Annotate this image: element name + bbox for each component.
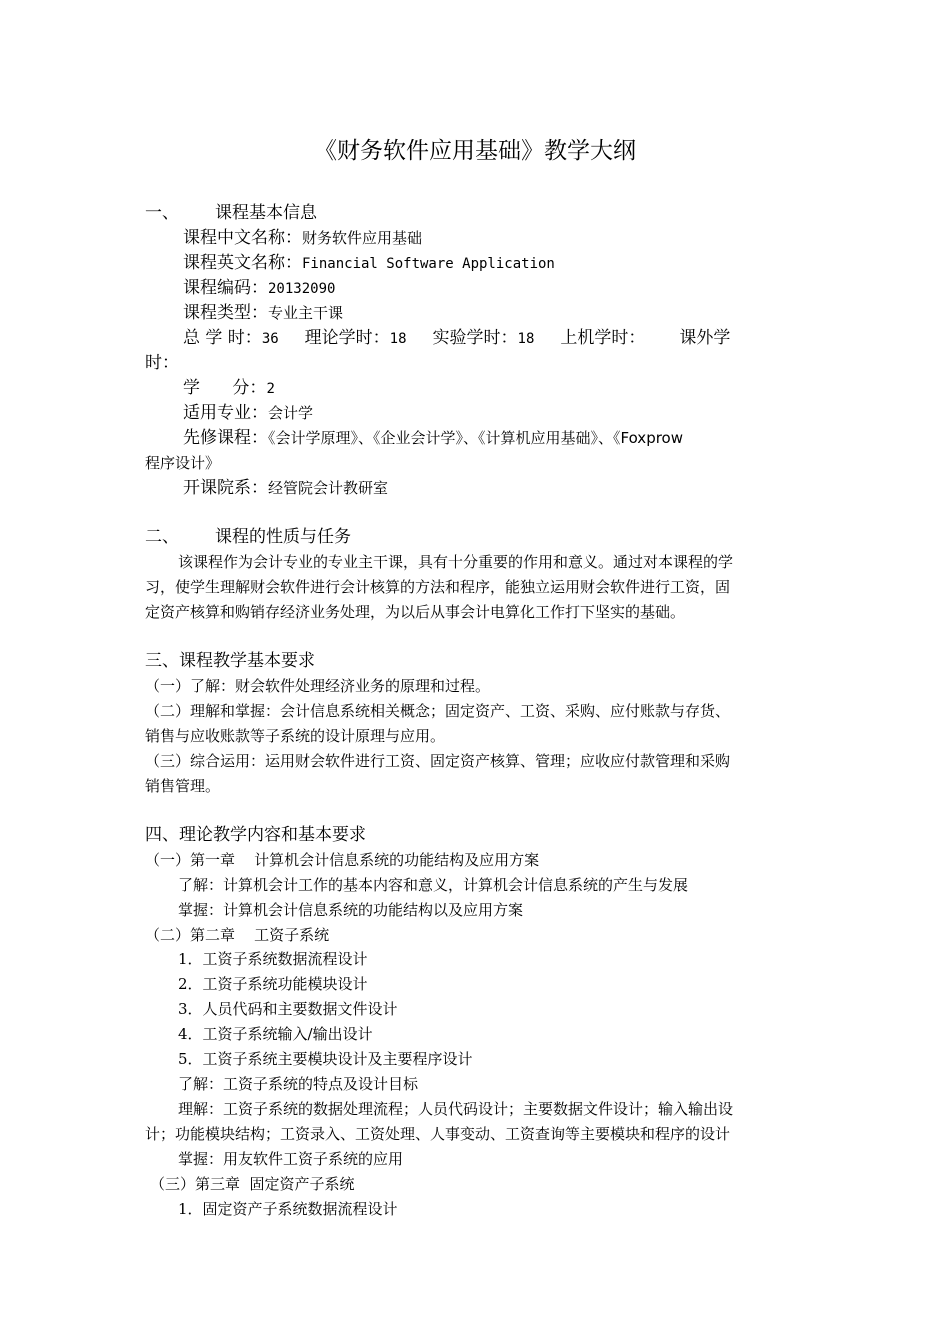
course-type-row [183, 301, 343, 325]
course-code-value: 20132090 [268, 281, 336, 297]
section-3-item-2-cont: 销售与应收账款等子系统的设计原理与应用。 [145, 727, 446, 745]
hours-extra-label: 课外学 [679, 328, 731, 348]
section-2-number: 二、 [145, 527, 179, 547]
chapter-2-understand: 了解：工资子系统的特点及设计目标 [178, 1075, 419, 1093]
chapter-1-title: （一）第一章 计算机会计信息系统的功能结构及应用方案 [145, 851, 540, 869]
course-en-name-row [183, 251, 555, 276]
chapter-3-item-1: 1．固定资产子系统数据流程设计 [178, 1200, 398, 1218]
course-cn-name-label: 课程中文名称： [183, 228, 302, 248]
section-3-item-3: （三）综合运用：运用财会软件进行工资、固定资产核算、管理；应收应付款管理和采购 [145, 752, 731, 770]
prereq-value-line1: 《会计学原理》、《企业会计学》、《计算机应用基础》、《Foxprow [268, 429, 683, 447]
course-en-name-label: 课程英文名称： [183, 253, 302, 273]
prereq-value-line2: 程序设计》 [145, 454, 221, 472]
chapter-2-item-3: 3．人员代码和主要数据文件设计 [178, 1000, 398, 1018]
course-cn-name-row [183, 226, 422, 250]
prereq-label: 先修课程： [183, 428, 268, 448]
course-code-label: 课程编码： [183, 278, 268, 298]
course-hours-row [183, 326, 730, 351]
course-code-row [183, 276, 335, 301]
course-en-name-value: Financial Software Application [302, 256, 555, 272]
dept-label: 开课院系： [183, 478, 268, 498]
section-2-paragraph-line3: 定资产核算和购销存经济业务处理，为以后从事会计电算化工作打下坚实的基础。 [145, 603, 686, 621]
section-3-item-1: （一）了解：财会软件处理经济业务的原理和过程。 [145, 677, 491, 695]
prereq-row [183, 426, 683, 450]
hours-computer-label: 上机学时： [560, 328, 646, 348]
section-2-heading [145, 525, 351, 549]
chapter-2-comprehend-line1: 理解：工资子系统的数据处理流程；人员代码设计；主要数据文件设计；输入输出设 [178, 1100, 734, 1118]
dept-row [183, 476, 388, 500]
chapter-2-comprehend-line2: 计；功能模块结构；工资录入、工资处理、人事变动、工资查询等主要模块和程序的设计 [145, 1125, 731, 1143]
chapter-3-title: （三）第三章 固定资产子系统 [150, 1175, 355, 1193]
section-2-paragraph-line2: 习，使学生理解财会软件进行会计核算的方法和程序，能独立运用财会软件进行工资，固 [145, 578, 731, 596]
hours-lab-value: 18 [517, 331, 535, 347]
course-cn-name-value: 财务软件应用基础 [302, 229, 423, 247]
major-value: 会计学 [268, 404, 314, 422]
chapter-2-item-5: 5．工资子系统主要模块设计及主要程序设计 [178, 1050, 473, 1068]
document-title: 《财务软件应用基础》教学大纲 [314, 138, 636, 164]
section-3-item-3-cont: 销售管理。 [145, 777, 221, 795]
course-type-label: 课程类型： [183, 303, 268, 323]
chapter-2-title: （二）第二章 工资子系统 [145, 926, 330, 944]
major-label: 适用专业： [183, 403, 268, 423]
section-4-heading: 四、理论教学内容和基本要求 [145, 825, 366, 845]
credit-value: 2 [266, 381, 275, 397]
credit-label: 学 分： [183, 378, 267, 398]
chapter-2-item-4: 4．工资子系统输入/输出设计 [178, 1025, 373, 1043]
chapter-2-item-2: 2．工资子系统功能模块设计 [178, 975, 368, 993]
section-1-title: 课程基本信息 [215, 203, 317, 223]
chapter-2-item-1: 1．工资子系统数据流程设计 [178, 950, 368, 968]
hours-theory-value: 18 [389, 331, 407, 347]
section-1-number: 一、 [145, 203, 179, 223]
chapter-1-master: 掌握：计算机会计信息系统的功能结构以及应用方案 [178, 901, 524, 919]
credit-row [183, 376, 275, 401]
section-3-item-2: （二）理解和掌握：会计信息系统相关概念；固定资产、工资、采购、应付账款与存货、 [145, 702, 731, 720]
course-type-value: 专业主干课 [268, 304, 344, 322]
chapter-2-master: 掌握：用友软件工资子系统的应用 [178, 1150, 404, 1168]
section-3-heading: 三、课程教学基本要求 [145, 651, 315, 671]
hours-total-value: 36 [261, 331, 279, 347]
chapter-1-understand: 了解：计算机会计工作的基本内容和意义，计算机会计信息系统的产生与发展 [178, 876, 689, 894]
hours-extra-cont: 时： [145, 353, 179, 373]
section-2-paragraph-line1: 该课程作为会计专业的专业主干课，具有十分重要的作用和意义。通过对本课程的学 [178, 553, 734, 571]
section-1-heading [145, 201, 317, 225]
major-row [183, 401, 313, 425]
hours-total-label: 总 学 时： [183, 328, 262, 348]
hours-lab-label: 实验学时： [432, 328, 518, 348]
dept-value: 经管院会计教研室 [268, 479, 389, 497]
hours-theory-label: 理论学时： [304, 328, 390, 348]
section-2-title: 课程的性质与任务 [215, 527, 351, 547]
